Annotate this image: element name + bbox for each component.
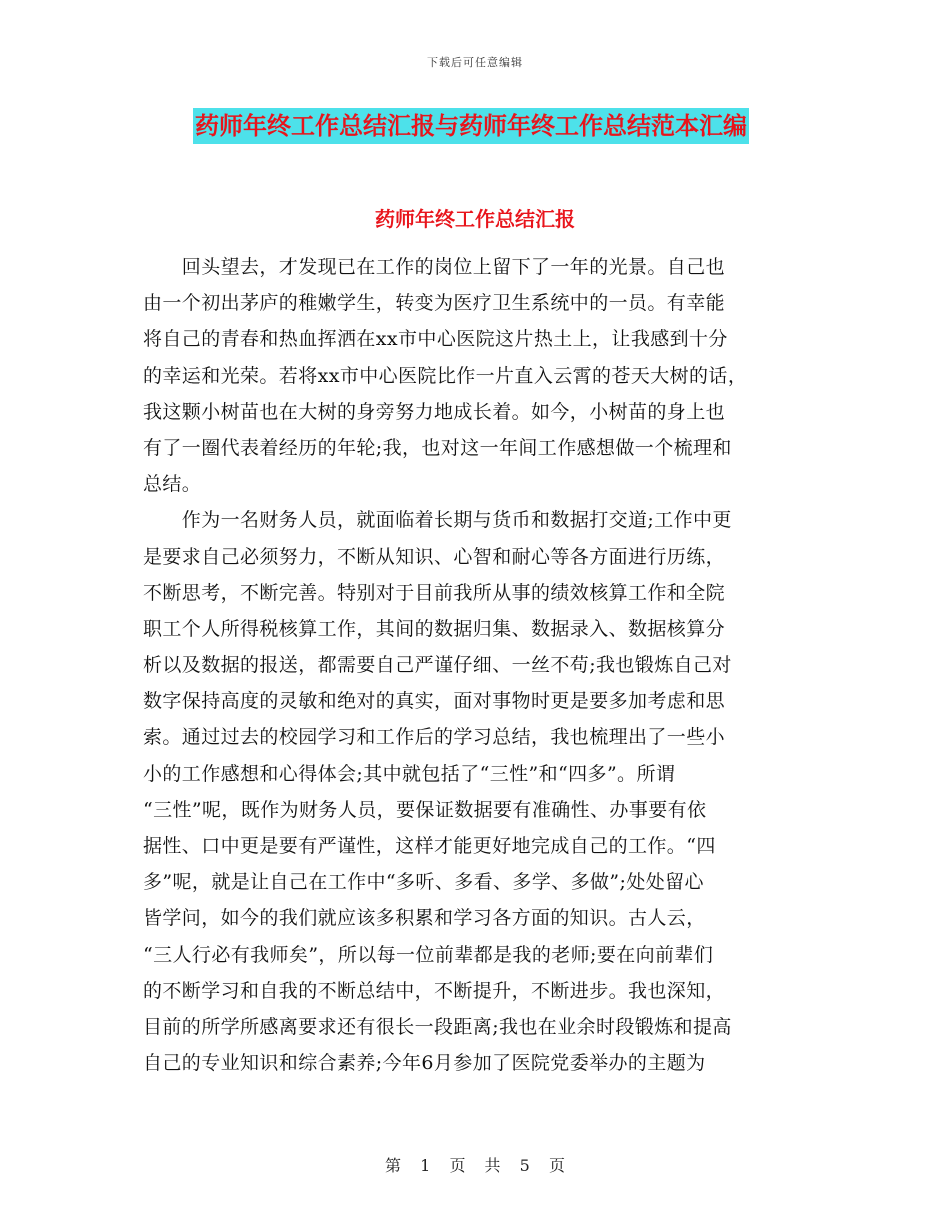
text-line: 是要求自己必须努力，不断从知识、心智和耐心等各方面进行历练，: [143, 545, 726, 568]
section-title: 药师年终工作总结汇报: [375, 207, 575, 231]
text-line: 回头望去，才发现已在工作的岗位上留下了一年的光景。自己也: [143, 256, 726, 278]
body-text: [143, 249, 803, 1081]
text-line: 多”呢，就是让自己在工作中“多听、多看、多学、多做”;处处留心: [143, 871, 704, 894]
footer-page-suffix: 页: [548, 1156, 565, 1175]
text-line: 我这颗小树苗也在大树的身旁努力地成长着。如今，小树苗的身上也: [143, 400, 726, 423]
text-line: 的不断学习和自我的不断总结中，不断提升，不断进步。我也深知，: [143, 979, 726, 1002]
footer-total-prefix: 共: [484, 1156, 501, 1175]
document-title: 药师年终工作总结汇报与药师年终工作总结范本汇编: [193, 108, 749, 144]
text-line: 不断思考，不断完善。特别对于目前我所从事的绩效核算工作和全院: [143, 581, 726, 604]
text-line: 由一个初出茅庐的稚嫩学生，转变为医疗卫生系统中的一员。有幸能: [143, 292, 726, 315]
text-line: 小的工作感想和心得体会;其中就包括了“三性”和“四多”。所谓: [143, 762, 676, 785]
text-line: 有了一圈代表着经历的年轮;我，也对这一年间工作感想做一个梳理和: [143, 436, 732, 459]
text-line: 目前的所学所感离要求还有很长一段距离;我也在业余时段锻炼和提高: [143, 1015, 732, 1038]
text-line: 的幸运和光荣。若将xx市中心医院比作一片直入云霄的苍天大树的话，: [143, 364, 748, 387]
text-line: “三性”呢，既作为财务人员，要保证数据要有准确性、办事要有依: [143, 798, 707, 821]
text-line: 职工个人所得税核算工作，其间的数据归集、数据录入、数据核算分: [143, 617, 726, 640]
text-line: 总结。: [143, 473, 202, 496]
text-line: 作为一名财务人员，就面临着长期与货币和数据打交道;工作中更: [143, 509, 732, 532]
text-line: 索。通过过去的校园学习和工作后的学习总结，我也梳理出了一些小: [143, 726, 726, 749]
text-line: 皆学问，如今的我们就应该多积累和学习各方面的知识。古人云，: [143, 907, 706, 930]
text-line: 据性、口中更是要有严谨性，这样才能更好地完成自己的工作。“四: [143, 835, 716, 857]
page-footer: [0, 1153, 950, 1176]
text-line: 析以及数据的报送，都需要自己严谨仔细、一丝不苟;我也锻炼自己对: [143, 654, 732, 677]
footer-page-prefix: 第: [385, 1156, 402, 1175]
header-note: 下载后可任意编辑: [427, 56, 523, 69]
footer-total-pages: 5: [519, 1156, 530, 1175]
text-line: 数字保持高度的灵敏和绝对的真实，面对事物时更是要多加考虑和思: [143, 690, 726, 713]
text-line: “三人行必有我师矣”，所以每一位前辈都是我的老师;要在向前辈们: [143, 943, 714, 966]
text-line: 将自己的青春和热血挥洒在xx市中心医院这片热土上，让我感到十分: [143, 328, 728, 351]
text-line: 自己的专业知识和综合素养;今年6月参加了医院党委举办的主题为: [143, 1052, 706, 1075]
footer-page-number: 1: [420, 1156, 431, 1175]
footer-page-mid: 页: [449, 1156, 466, 1175]
